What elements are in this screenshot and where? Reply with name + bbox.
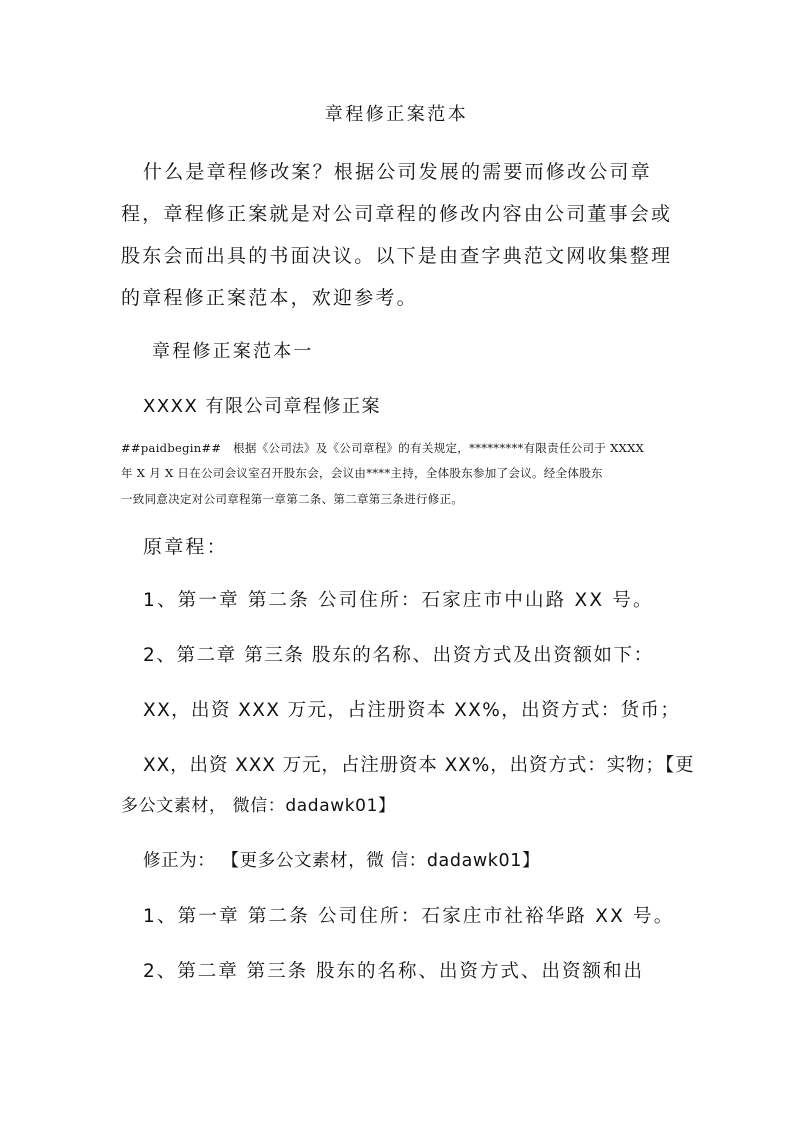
original-label: 原章程： [143,536,228,558]
amended-item-1: 1、第一章 第二条 公司住所：石家庄市社裕华路 XX 号。 [143,906,675,927]
intro-line-4: 的章程修正案范本，欢迎参考。 [121,287,418,309]
original-item-3: XX，出资 XXX 万元，占注册资本 XX%，出资方式：货币； [143,700,681,721]
original-item-1: 1、第一章 第二条 公司住所：石家庄市中山路 XX 号。 [143,590,654,611]
section-heading: 章程修正案范本一 [152,341,314,362]
amended-item-2: 2、第二章 第三条 股东的名称、出资方式、出资额和出 [143,961,645,982]
original-item-4: XX，出资 XXX 万元，占注册资本 XX%，出资方式：实物；【更 [143,755,695,776]
intro-line-1: 什么是章程修改案？根据公司发展的需要而修改公司章 [143,161,652,183]
intro-line-2: 程，章程修正案就是对公司章程的修改内容由公司董事会或 [121,203,673,225]
preamble-line-3: 一致同意决定对公司章程第一章第二条、第二章第三条进行修正。 [121,492,464,506]
original-item-5: 多公文素材， 微信：dadawk01】 [121,796,396,816]
preamble-line-2: 年 X 月 X 日在公司会议室召开股东会，会议由****主持，全体股东参加了会议。经全体股东 [121,466,603,480]
company-heading: XXXX 有限公司章程修正案 [143,396,382,417]
preamble-line-1: ##paidbegin## 根据《公司法》及《公司章程》的有关规定，*********有限责任公司于 XXXX [121,441,645,455]
document-title: 章程修正案范本 [324,104,469,125]
amended-label: 修正为： 【更多公文素材，微 信：dadawk01】 [143,851,541,871]
intro-line-3: 股东会而出具的书面决议。以下是由查字典范文网收集整理 [121,245,673,267]
original-item-2: 2、第二章 第三条 股东的名称、出资方式及出资额如下： [143,645,654,666]
